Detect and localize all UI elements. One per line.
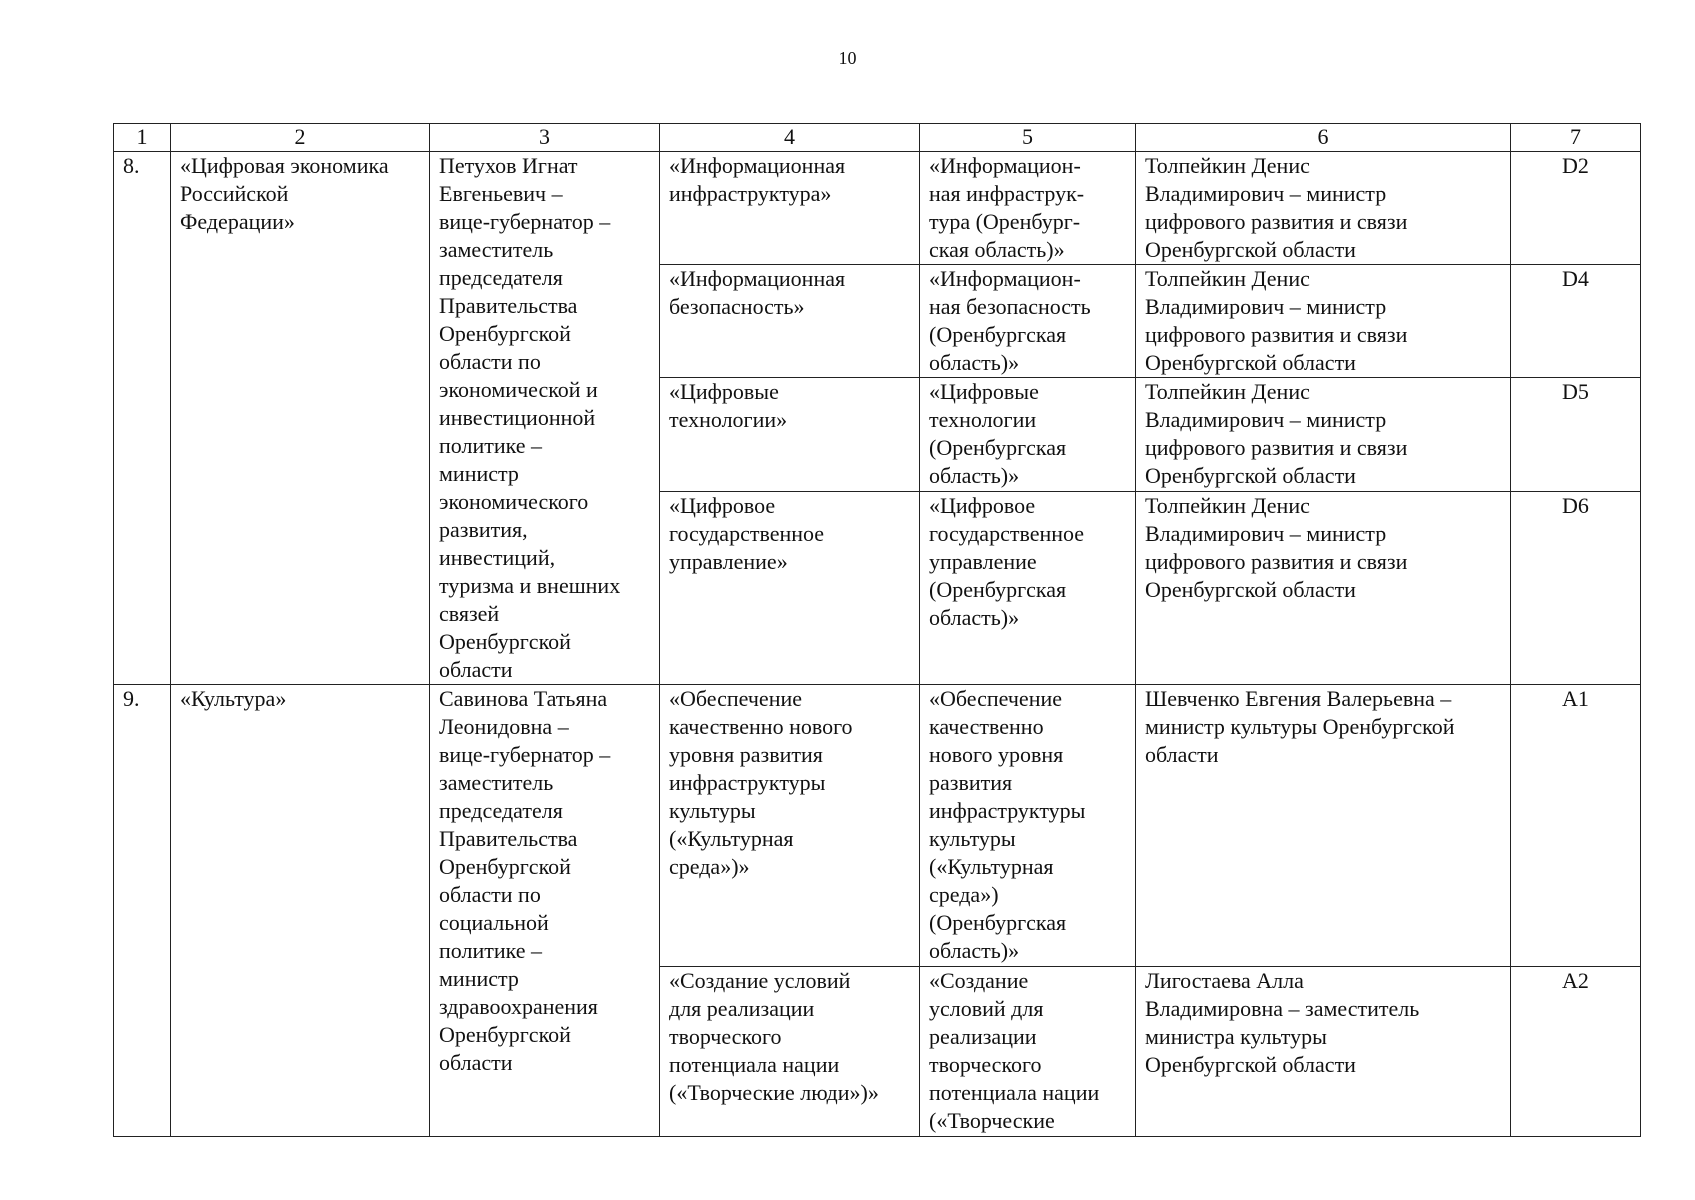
projects-table — [113, 123, 1641, 1137]
table-header-row — [114, 124, 1641, 152]
regional-project-cell: «Цифровое государственное управление (Оренбургская область)» — [920, 491, 1136, 684]
project-head-cell: Лигостаева Алла Владимировна – заместитель министра культуры Оренбургской области — [1136, 967, 1511, 1137]
regional-project-cell: «Обеспечение качественно нового уровня развития инфраструктуры культуры («Культурная среда») (Оренбургская область)» — [920, 685, 1136, 967]
project-code-cell: A2 — [1511, 967, 1641, 1137]
header-cell: 5 — [920, 124, 1136, 152]
row-number: 8. — [114, 152, 171, 685]
regional-project-cell: «Информацион- ная безопасность (Оренбургская область)» — [920, 265, 1136, 378]
federal-project-cell: «Обеспечение качественно нового уровня развития инфраструктуры культуры («Культурная среда»)» — [660, 685, 920, 967]
header-cell: 7 — [1511, 124, 1641, 152]
project-code-cell: D2 — [1511, 152, 1641, 265]
page-number: 10 — [838, 48, 857, 68]
national-project-cell: «Культура» — [171, 685, 430, 1137]
header-cell: 4 — [660, 124, 920, 152]
project-head-cell: Толпейкин Денис Владимирович – министр цифрового развития и связи Оренбургской области — [1136, 152, 1511, 265]
federal-project-cell: «Информационная инфраструктура» — [660, 152, 920, 265]
row-number: 9. — [114, 685, 171, 1137]
project-head-cell: Шевченко Евгения Валерьевна – министр культуры Оренбургской области — [1136, 685, 1511, 967]
header-cell: 3 — [430, 124, 660, 152]
project-code-cell: D5 — [1511, 378, 1641, 491]
regional-project-cell: «Создание условий для реализации творческого потенциала нации («Творческие — [920, 967, 1136, 1137]
national-project-cell: «Цифровая экономика Российской Федерации» — [171, 152, 430, 685]
curator-cell: Петухов Игнат Евгеньевич – вице-губернатор – заместитель председателя Правительства Оренбургской области по экономической и инвестиционной политике – министр экономического развития, инвестиций, туризма и внешних связей Оренбургской области — [430, 152, 660, 685]
project-head-cell: Толпейкин Денис Владимирович – министр цифрового развития и связи Оренбургской области — [1136, 491, 1511, 684]
federal-project-cell: «Цифровые технологии» — [660, 378, 920, 491]
header-cell: 6 — [1136, 124, 1511, 152]
curator-cell: Савинова Татьяна Леонидовна – вице-губернатор – заместитель председателя Правительства Оренбургской области по социальной политике – министр здравоохранения Оренбургской области — [430, 685, 660, 1137]
table-row — [114, 685, 1641, 967]
header-cell: 1 — [114, 124, 171, 152]
table-row — [114, 152, 1641, 265]
project-code-cell: D6 — [1511, 491, 1641, 684]
federal-project-cell: «Информационная безопасность» — [660, 265, 920, 378]
header-cell: 2 — [171, 124, 430, 152]
regional-project-cell: «Цифровые технологии (Оренбургская область)» — [920, 378, 1136, 491]
project-head-cell: Толпейкин Денис Владимирович – министр цифрового развития и связи Оренбургской области — [1136, 378, 1511, 491]
project-code-cell: A1 — [1511, 685, 1641, 967]
federal-project-cell: «Цифровое государственное управление» — [660, 491, 920, 684]
project-code-cell: D4 — [1511, 265, 1641, 378]
project-head-cell: Толпейкин Денис Владимирович – министр цифрового развития и связи Оренбургской области — [1136, 265, 1511, 378]
federal-project-cell: «Создание условий для реализации творческого потенциала нации («Творческие люди»)» — [660, 967, 920, 1137]
regional-project-cell: «Информацион- ная инфраструк- тура (Оренбург- ская область)» — [920, 152, 1136, 265]
